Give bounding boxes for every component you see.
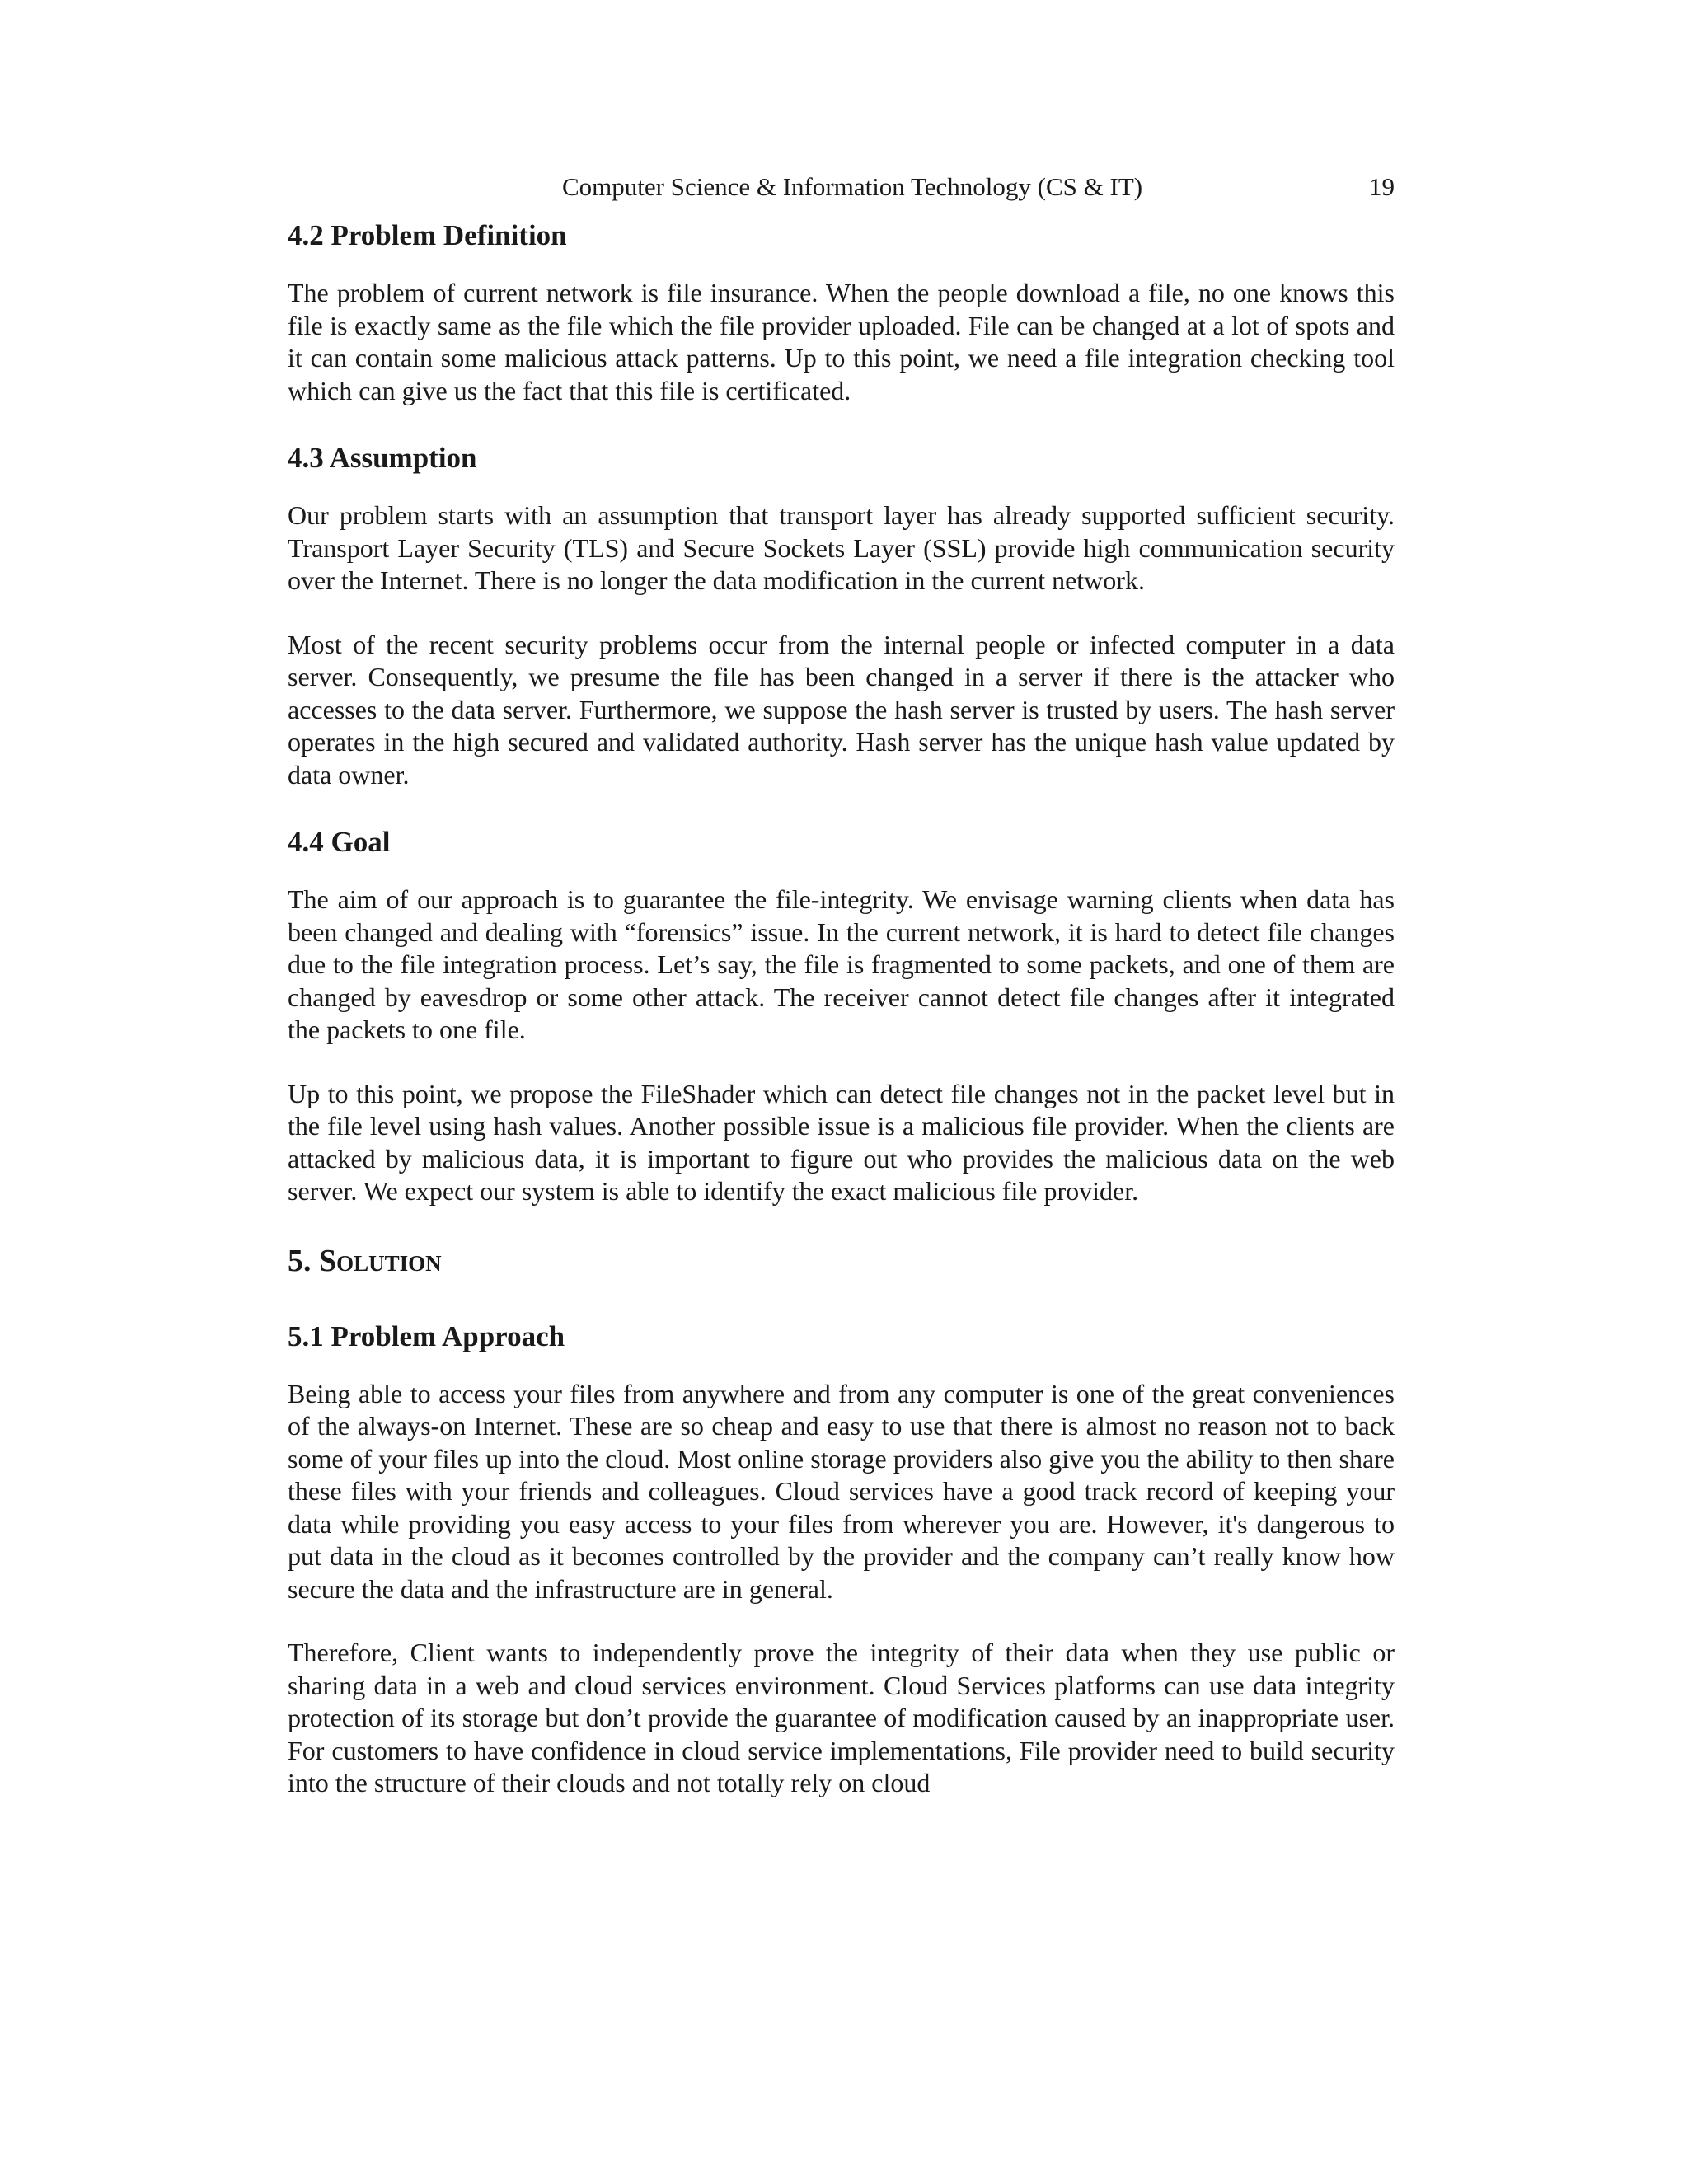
paragraph-problem-approach-1: Being able to access your files from anywhere and from any computer is one of the great conveniences of the always-on Internet. These are so cheap and easy to use that there is almost no reason not to back some of your files up into the cloud. Most online storage providers also give you the ability to then share these files with your friends and colleagues. Cloud services have a good track record of keeping your data while providing you easy access to your files from wherever you are. However, it's dangerous to put data in the cloud as it becomes controlled by the provider and the company can’t really know how secure the data and the infrastructure are in general. <box>288 1378 1395 1604</box>
heading-goal: 4.4 Goal <box>288 826 391 858</box>
heading-problem-approach: 5.1 Problem Approach <box>288 1319 565 1352</box>
running-title: Computer Science & Information Technology (CS & IT) <box>562 172 1143 201</box>
paragraph-assumption-1: Our problem starts with an assumption that transport layer has already supported sufficient security. Transport Layer Security (TLS) and Secure Sockets Layer (SSL) provide high communication security over the Internet. There is no longer the data modification in the current network. <box>288 500 1395 595</box>
heading-solution-number: 5. S <box>288 1243 337 1278</box>
paragraph-goal-1: The aim of our approach is to guarantee the file-integrity. We envisage warning clients when data has been changed and dealing with “forensics” issue. In the current network, it is hard to detect file changes due to the file integration process. Let’s say, the file is fragmented to some packets, and one of them are changed by eavesdrop or some other attack. The receiver cannot detect file changes after it integrated the packets to one file. <box>288 884 1395 1044</box>
heading-solution-rest: olution <box>336 1243 442 1278</box>
heading-problem-definition: 4.2 Problem Definition <box>288 219 567 251</box>
running-header <box>288 171 1395 204</box>
paragraph-assumption-2: Most of the recent security problems occur from the internal people or infected computer in a data server. Consequently, we presume the file has been changed in a server if there is the attacker who accesses to the data server. Furthermore, we suppose the hash server is trusted by users. The hash server operates in the high secured and validated authority. Hash server has the unique hash value updated by data owner. <box>288 629 1395 790</box>
paragraph-goal-2: Up to this point, we propose the FileShader which can detect file changes not in the packet level but in the file level using hash values. Another possible issue is a malicious file provider. When the clients are attacked by malicious data, it is important to figure out who provides the malicious data on the web server. We expect our system is able to identify the exact malicious file provider. <box>288 1078 1395 1206</box>
paragraph-problem-approach-2: Therefore, Client wants to independently prove the integrity of their data when they use public or sharing data in a web and cloud services environment. Cloud Services platforms can use data integrity protection of its storage but don’t provide the guarantee of modification caused by an inappropriate user. For customers to have confidence in cloud service implementations, File provider need to build security into the structure of their clouds and not totally rely on cloud <box>288 1638 1395 1797</box>
heading-solution <box>288 1236 1395 1286</box>
document-body <box>288 213 1395 1800</box>
page-number: 19 <box>1369 172 1395 201</box>
heading-assumption: 4.3 Assumption <box>288 442 477 474</box>
paragraph-problem-definition: The problem of current network is file insurance. When the people download a file, no one knows this file is exactly same as the file which the file provider uploaded. File can be changed at a lot of spots and it can contain some malicious attack patterns. Up to this point, we need a file integration checking tool which can give us the fact that this file is certificated. <box>288 278 1395 405</box>
